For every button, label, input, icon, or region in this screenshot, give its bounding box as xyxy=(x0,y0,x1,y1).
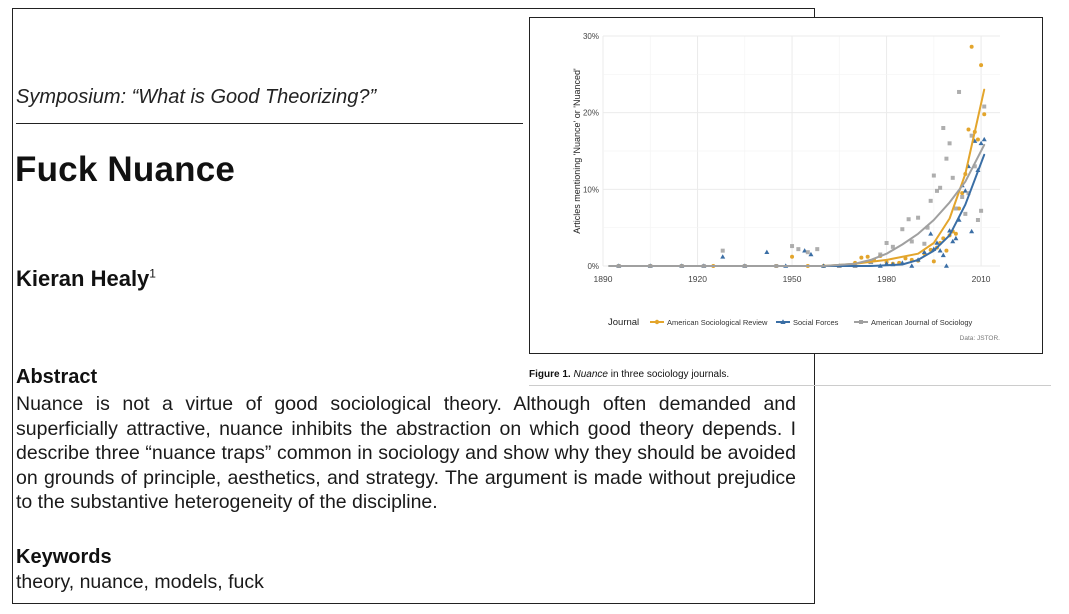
data-point-asr xyxy=(979,63,983,67)
nuance-chart xyxy=(530,18,1042,353)
y-tick-label: 30% xyxy=(582,32,599,41)
data-point-ajs xyxy=(957,90,961,94)
author-name-text: Kieran Healy xyxy=(16,266,150,291)
legend-swatch-marker xyxy=(859,320,863,324)
data-point-asr xyxy=(976,138,980,142)
data-point-ajs xyxy=(929,199,933,203)
y-axis-label: Articles mentioning 'Nuance' or 'Nuanced' xyxy=(572,68,582,234)
data-point-asr xyxy=(970,45,974,49)
data-point-sf xyxy=(953,236,958,240)
data-point-asr xyxy=(866,255,870,259)
abstract-text: Nuance is not a virtue of good sociological theory. Although often demanded and superficially attractive, nuance inhibits the abstraction on which good theory depends. I describe three “nuance traps” common in sociology and show why they should be avoided on grounds of principle, aesthetics, and strategy. The argument is made without prejudice to the substantive heterogeneity of the discipline. xyxy=(16,393,796,513)
affiliation-mark: 1 xyxy=(149,266,156,281)
data-point-ajs xyxy=(960,195,964,199)
symposium-heading: Symposium: “What is Good Theorizing?” xyxy=(16,86,377,108)
caption-rule xyxy=(529,385,1051,386)
legend-label: American Sociological Review xyxy=(667,318,768,327)
data-point-asr xyxy=(944,249,948,253)
x-tick-label: 2010 xyxy=(971,274,991,284)
data-point-ajs xyxy=(944,157,948,161)
data-point-sf xyxy=(764,250,769,254)
data-point-ajs xyxy=(941,126,945,130)
data-point-ajs xyxy=(806,250,810,254)
data-point-ajs xyxy=(979,209,983,213)
x-tick-label: 1950 xyxy=(782,274,802,284)
data-point-ajs xyxy=(907,217,911,221)
data-point-ajs xyxy=(790,244,794,248)
data-point-ajs xyxy=(721,249,725,253)
data-point-ajs xyxy=(922,242,926,246)
data-point-sf xyxy=(982,137,987,141)
data-point-ajs xyxy=(815,247,819,251)
author-name xyxy=(16,266,156,292)
data-point-sf xyxy=(979,141,984,145)
data-point-sf xyxy=(928,231,933,235)
legend-swatch-marker xyxy=(655,320,659,324)
data-point-ajs xyxy=(938,186,942,190)
data-point-ajs xyxy=(796,247,800,251)
data-point-ajs xyxy=(900,227,904,231)
data-point-asr xyxy=(954,232,958,236)
x-tick-label: 1980 xyxy=(877,274,897,284)
legend-label: American Journal of Sociology xyxy=(871,318,973,327)
data-point-sf xyxy=(941,253,946,257)
data-point-ajs xyxy=(885,241,889,245)
x-tick-label: 1890 xyxy=(593,274,613,284)
data-point-asr xyxy=(932,259,936,263)
legend-label: Social Forces xyxy=(793,318,839,327)
data-point-sf xyxy=(720,254,725,258)
y-tick-label: 10% xyxy=(582,185,599,195)
data-point-ajs xyxy=(951,176,955,180)
keywords-text: theory, nuance, models, fuck xyxy=(16,571,264,593)
figure-caption xyxy=(529,369,729,380)
data-point-ajs xyxy=(932,174,936,178)
data-point-ajs xyxy=(916,216,920,220)
article-title: Fuck Nuance xyxy=(15,150,236,189)
data-point-sf xyxy=(969,229,974,233)
trend-line-asr xyxy=(609,90,984,266)
keywords-heading: Keywords xyxy=(16,546,112,568)
data-point-ajs xyxy=(982,105,986,109)
data-point-ajs xyxy=(948,141,952,145)
data-point-ajs xyxy=(976,218,980,222)
caption-rest: in three sociology journals. xyxy=(607,369,730,380)
caption-label: Figure 1. xyxy=(529,369,571,380)
abstract-heading: Abstract xyxy=(16,366,98,388)
data-point-asr xyxy=(982,112,986,116)
figure-1 xyxy=(529,17,1043,354)
y-tick-label: 20% xyxy=(582,108,599,118)
data-point-ajs xyxy=(963,212,967,216)
source-note: Data: JSTOR. xyxy=(959,335,1000,342)
x-tick-label: 1920 xyxy=(688,274,707,284)
y-tick-label: 0% xyxy=(587,262,599,271)
header-rule xyxy=(16,123,523,124)
legend-title: Journal xyxy=(608,317,640,328)
data-point-asr xyxy=(966,128,970,132)
caption-italic: Nuance xyxy=(573,369,608,380)
data-point-asr xyxy=(790,255,794,259)
data-point-asr xyxy=(859,256,863,260)
